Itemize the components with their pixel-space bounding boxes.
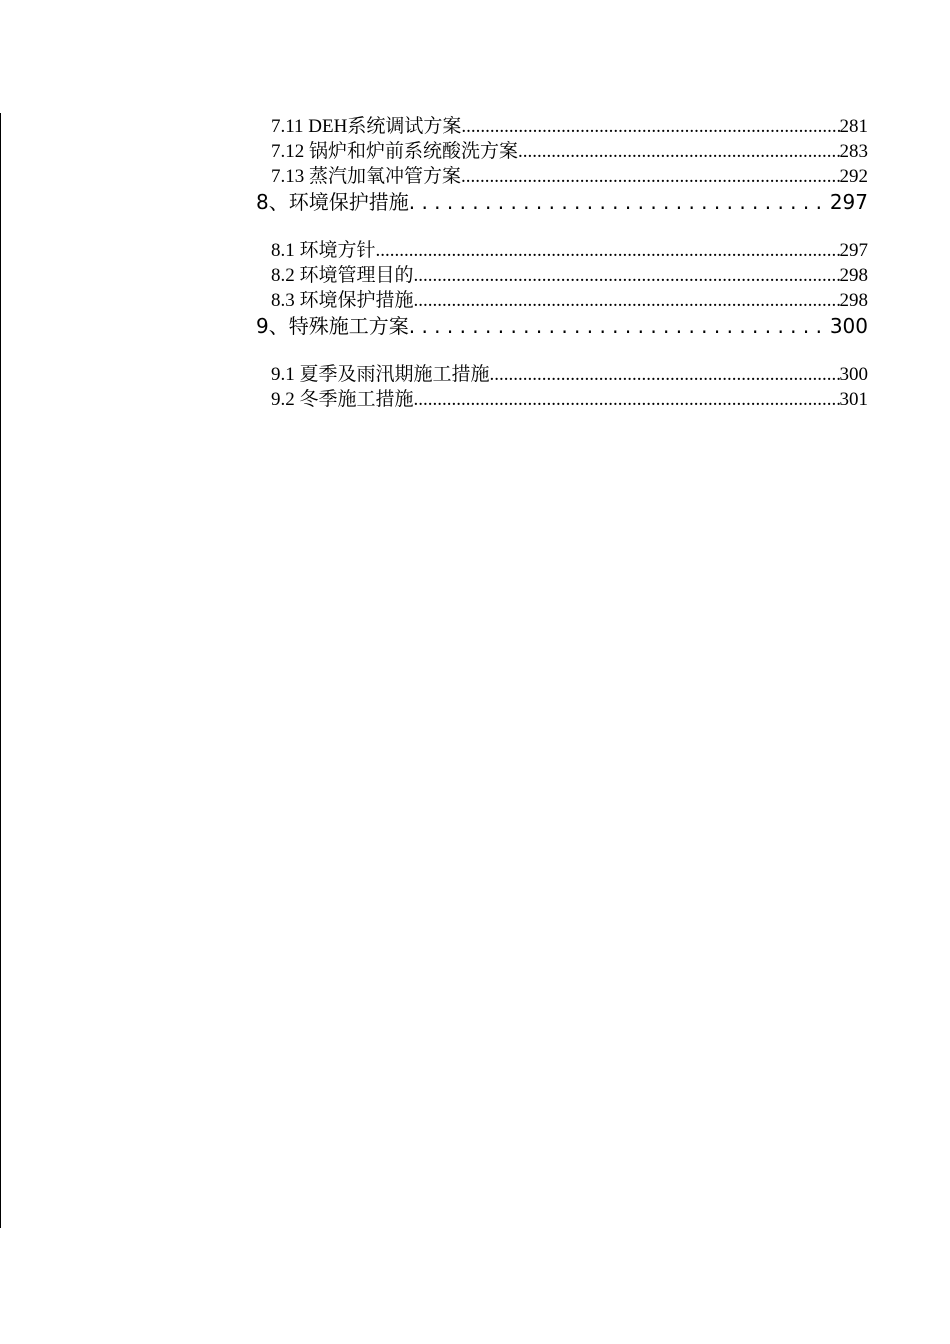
toc-page-number: 298 xyxy=(839,265,868,286)
toc-entry-8-3[interactable] xyxy=(271,289,868,313)
toc-entry-9-1[interactable] xyxy=(271,363,868,387)
toc-entry-title: 9.1 夏季及雨汛期施工措施 xyxy=(271,364,490,385)
toc-page-number: 292 xyxy=(839,166,868,187)
toc-page-number: 297 xyxy=(839,240,868,261)
toc-chapter-9[interactable] xyxy=(256,312,868,340)
toc-entry-7-11[interactable] xyxy=(271,115,868,139)
toc-chapter-title: 8、环境保护措施 xyxy=(256,190,409,214)
toc-entry-8-2[interactable] xyxy=(271,264,868,288)
toc-entry-7-13[interactable] xyxy=(271,165,868,189)
toc-dot-leader xyxy=(461,115,839,139)
toc-entry-7-12[interactable] xyxy=(271,140,868,164)
toc-dot-leader xyxy=(376,239,840,263)
toc-entry-title: 7.11 DEH系统调试方案 xyxy=(271,116,462,137)
toc-entry-title: 9.2 冬季施工措施 xyxy=(271,389,414,410)
toc-page-number: 298 xyxy=(839,290,868,311)
toc-page-number: 281 xyxy=(839,116,868,137)
toc-dot-leader xyxy=(518,140,839,164)
toc-entry-title: 8.3 环境保护措施 xyxy=(271,290,414,311)
toc-page-number: 283 xyxy=(839,141,868,162)
toc-chapter-title: 9、特殊施工方案 xyxy=(256,314,409,338)
toc-entry-title: 8.1 环境方针 xyxy=(271,240,376,261)
toc-page-number: 297 xyxy=(829,190,868,214)
toc-entry-9-2[interactable] xyxy=(271,388,868,412)
toc-page-number: 300 xyxy=(829,314,868,338)
toc-dot-leader xyxy=(461,165,839,189)
toc-entry-title: 7.13 蒸汽加氧冲管方案 xyxy=(271,166,462,187)
toc-dot-leader xyxy=(414,388,840,412)
toc-page-number: 300 xyxy=(839,364,868,385)
toc-dot-leader xyxy=(414,289,840,313)
toc-entry-8-1[interactable] xyxy=(271,239,868,263)
toc-dot-leader xyxy=(414,264,840,288)
toc-chapter-8[interactable] xyxy=(256,188,868,216)
toc-page-number: 301 xyxy=(839,389,868,410)
toc-entry-title: 7.12 锅炉和炉前系统酸洗方案 xyxy=(271,141,519,162)
toc-dot-leader xyxy=(409,312,830,340)
toc-dot-leader xyxy=(409,188,830,216)
toc-dot-leader xyxy=(490,363,840,387)
toc-entry-title: 8.2 环境管理目的 xyxy=(271,265,414,286)
